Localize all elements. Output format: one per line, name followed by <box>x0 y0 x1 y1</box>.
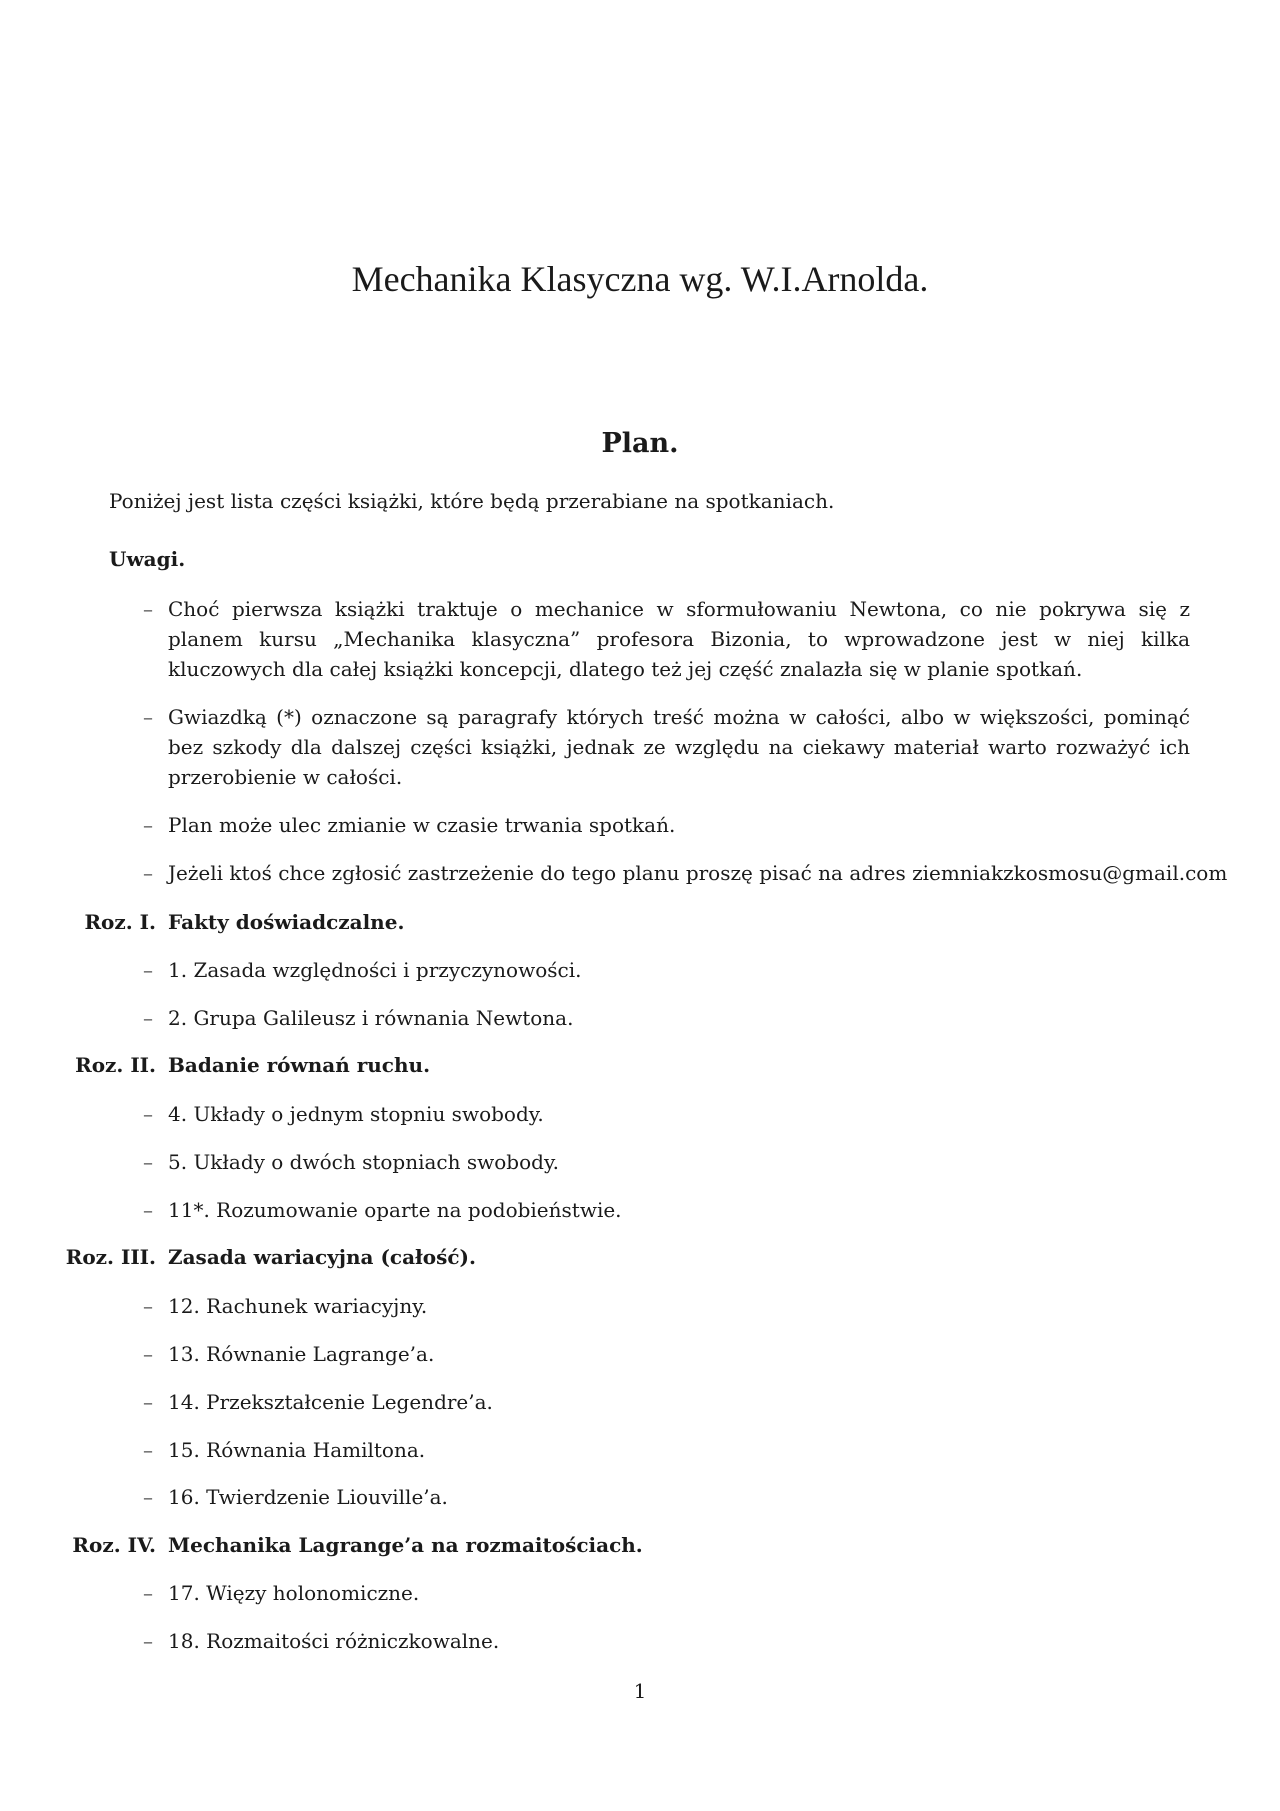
page-number: 1 <box>633 1679 647 1703</box>
chapter-number: Roz. III. <box>65 1245 156 1269</box>
chapter-heading <box>0 910 1280 940</box>
document-title: Mechanika Klasyczna wg. W.I.Arnolda. <box>351 259 929 299</box>
chapter-item: – 14. Przekształcenie Legendre’a. <box>140 1390 493 1414</box>
chapter-title: Fakty doświadczalne. <box>168 910 405 934</box>
chapter-item: – 16. Twierdzenie Liouville’a. <box>140 1485 448 1509</box>
chapter-title: Badanie równań ruchu. <box>168 1053 431 1077</box>
chapter-item: – 18. Rozmaitości różniczkowalne. <box>140 1629 499 1653</box>
notes-list <box>140 594 1228 906</box>
note-item: – Choć pierwsza książki traktuje o mechanice w sformułowaniu Newtona, co nie pokrywa się z planem kursu „Mechanika klasyczna” profesora Bizonia, to wprowadzone jest w niej kilka kluczowych dla całej książki koncepcji, dlatego też jej część znalazła się w planie spotkań. <box>140 594 1190 684</box>
chapter-item: – 4. Układy o jednym stopniu swobody. <box>140 1102 544 1126</box>
chapter-heading <box>0 1533 1280 1563</box>
chapter-number: Roz. II. <box>75 1053 156 1077</box>
note-item: – Jeżeli ktoś chce zgłosić zastrzeżenie do tego planu proszę pisać na adres ziemniakzkosmosu@gmail.com <box>140 858 1190 888</box>
section-title: Plan. <box>601 428 679 459</box>
chapter-item: – 11*. Rozumowanie oparte na podobieństwie. <box>140 1198 622 1222</box>
chapter-item: – 1. Zasada względności i przyczynowości. <box>140 958 581 982</box>
notes-heading: Uwagi. <box>109 547 186 571</box>
chapter-item: – 17. Więzy holonomiczne. <box>140 1581 419 1605</box>
note-item: – Plan może ulec zmianie w czasie trwania spotkań. <box>140 810 1190 840</box>
chapter-item: – 13. Równanie Lagrange’a. <box>140 1342 434 1366</box>
chapter-title: Zasada wariacyjna (całość). <box>168 1245 476 1269</box>
chapter-heading <box>0 1053 1280 1083</box>
chapter-heading <box>0 1245 1280 1275</box>
intro-paragraph: Poniżej jest lista części książki, które będą przerabiane na spotkaniach. <box>109 489 835 513</box>
chapter-number: Roz. I. <box>84 910 156 934</box>
chapter-number: Roz. IV. <box>72 1533 156 1557</box>
chapter-item: – 12. Rachunek wariacyjny. <box>140 1294 427 1318</box>
chapter-item: – 5. Układy o dwóch stopniach swobody. <box>140 1150 559 1174</box>
note-item: – Gwiazdką (*) oznaczone są paragrafy których treść można w całości, albo w większości, pominąć bez szkody dla dalszej części książki, jednak ze względu na ciekawy materiał warto rozważyć ich przerobienie w całości. <box>140 702 1190 792</box>
chapter-title: Mechanika Lagrange’a na rozmaitościach. <box>168 1533 643 1557</box>
chapter-item: – 2. Grupa Galileusz i równania Newtona. <box>140 1006 573 1030</box>
chapter-item: – 15. Równania Hamiltona. <box>140 1438 425 1462</box>
